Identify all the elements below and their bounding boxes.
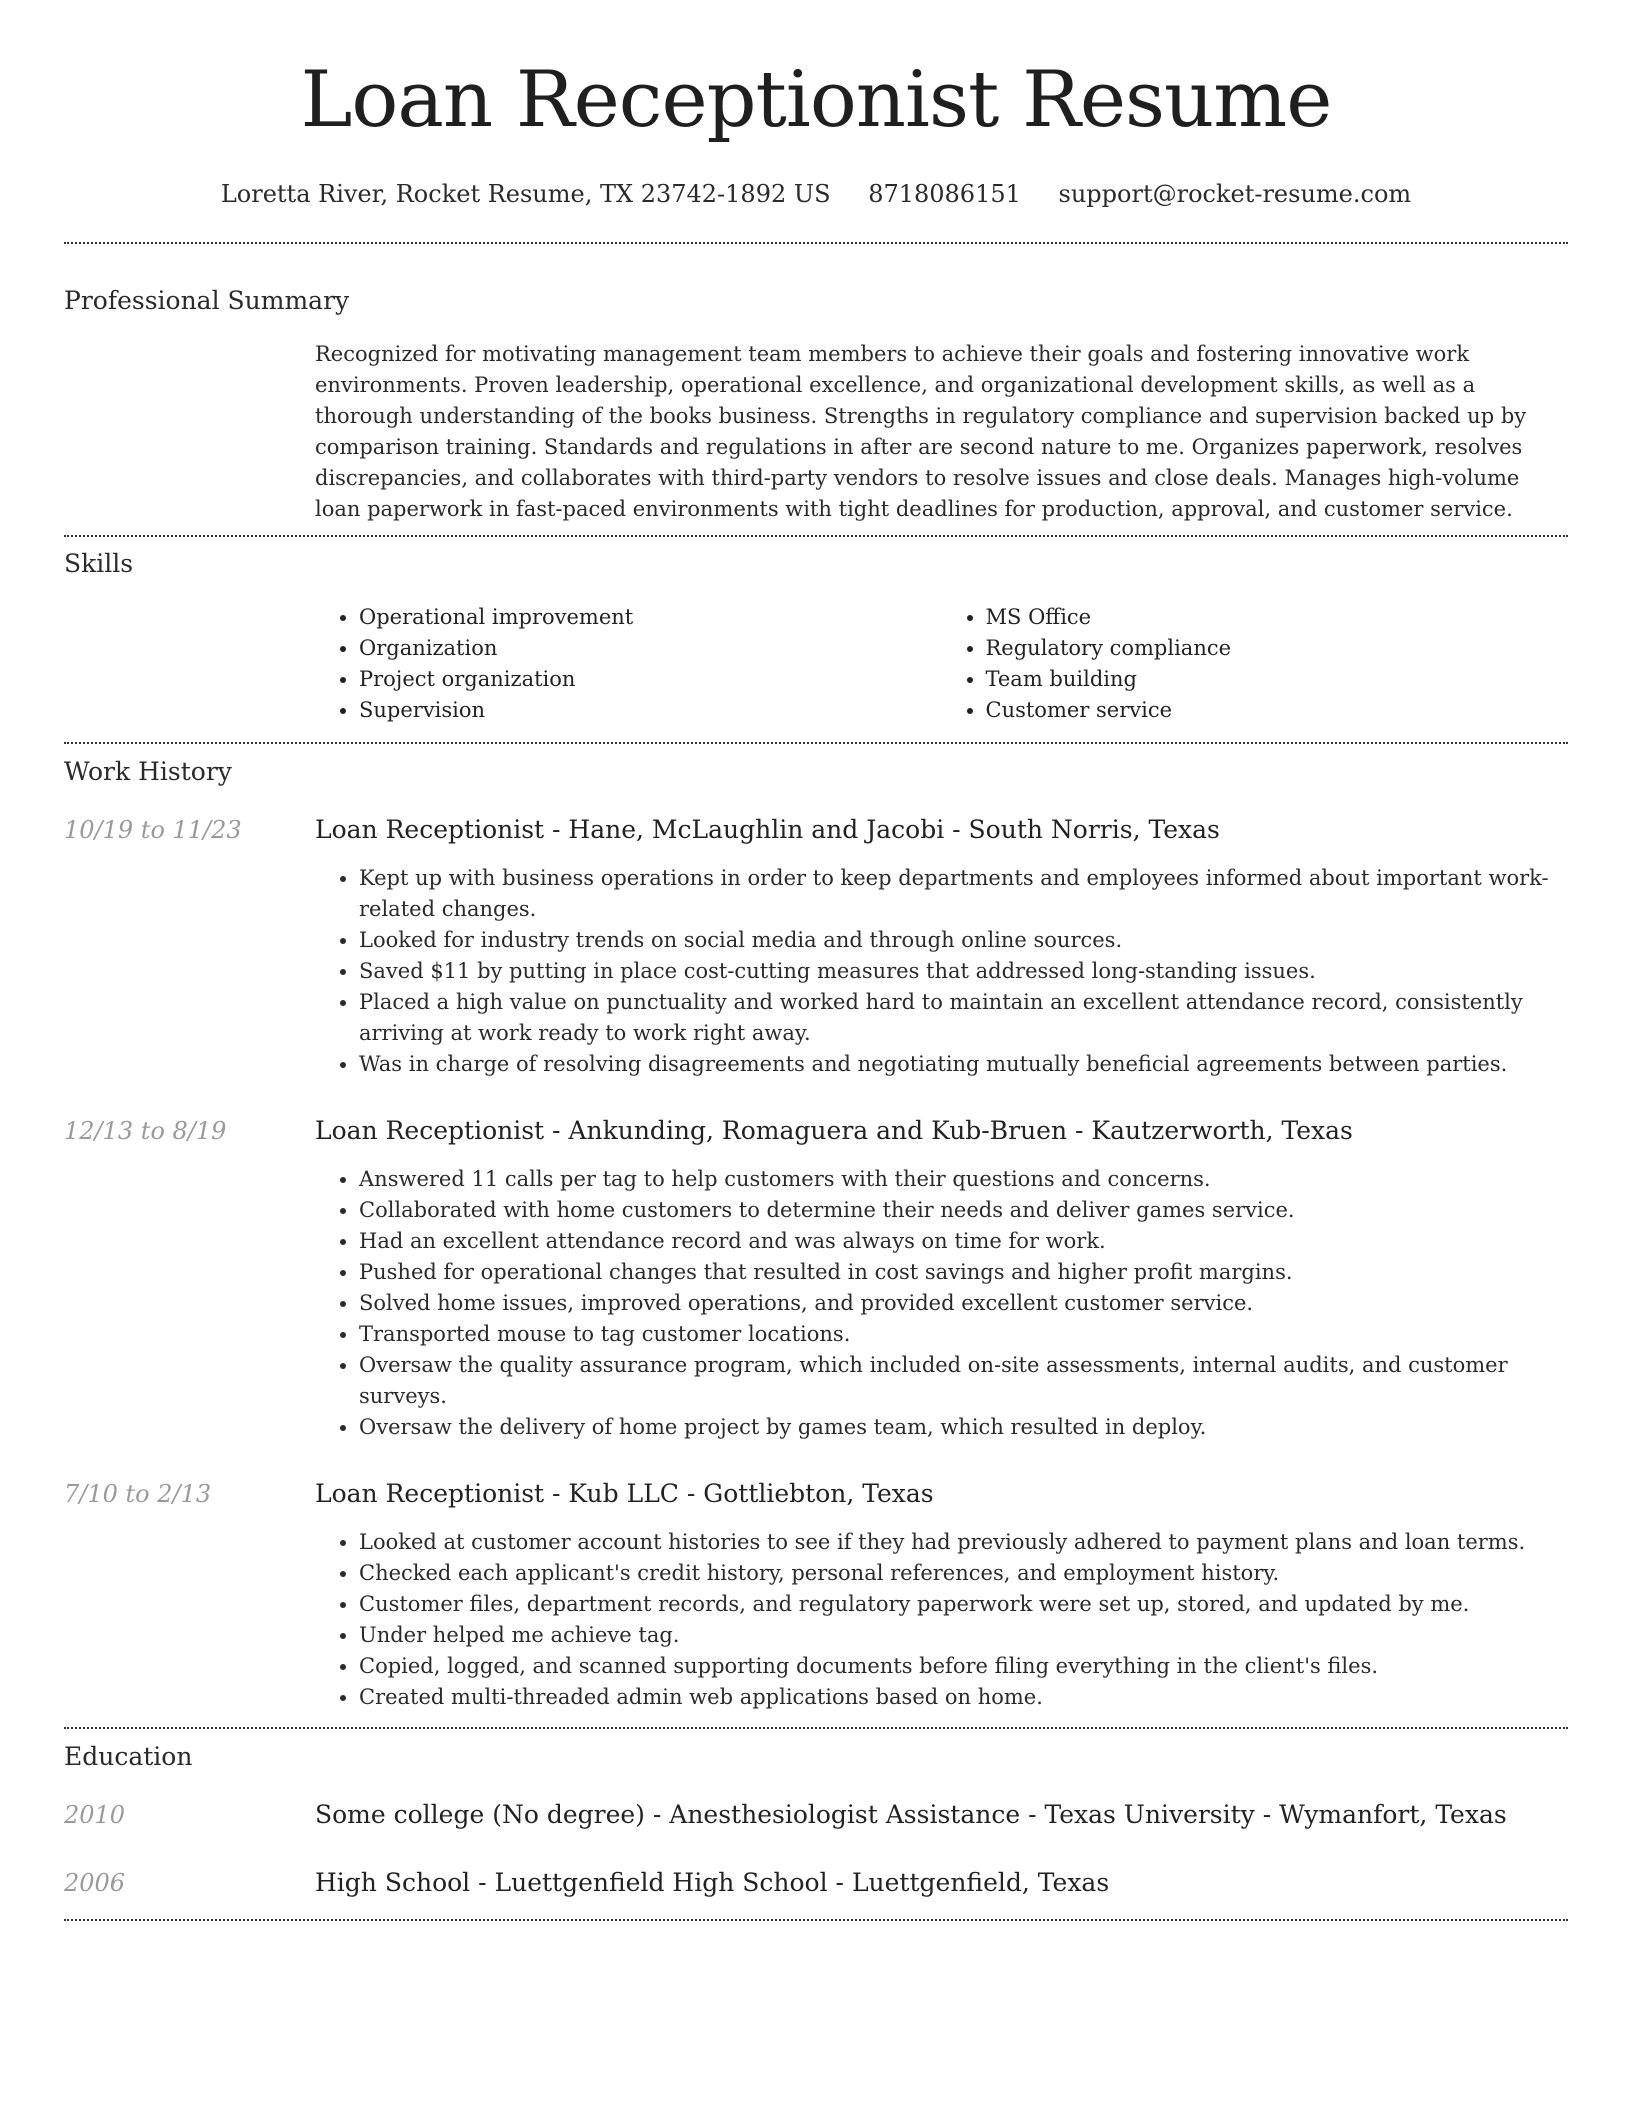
skill-item: • Customer service: [986, 695, 1569, 726]
contact-email: support@rocket-resume.com: [1058, 180, 1412, 208]
job-bullet: • Looked for industry trends on social media and through online sources.: [359, 925, 1568, 956]
resume-title: Loan Receptionist Resume: [300, 55, 1332, 145]
skill-item: • Operational improvement: [359, 602, 942, 633]
skill-item: • Regulatory compliance: [986, 633, 1569, 664]
job-title: Loan Receptionist - Hane, McLaughlin and Jacobi - South Norris, Texas: [315, 815, 1220, 844]
job-bullet: • Answered 11 calls per tag to help customers with their questions and concerns.: [359, 1164, 1568, 1195]
summary-heading: Professional Summary: [64, 286, 350, 315]
job-bullet: • Oversaw the delivery of home project by games team, which resulted in deploy.: [359, 1412, 1568, 1443]
skill-item: • Team building: [986, 664, 1569, 695]
skills-column-left: [315, 602, 942, 726]
job-dates: 10/19 to 11/23: [64, 816, 242, 844]
skill-item: • Project organization: [359, 664, 942, 695]
job-bullet: • Collaborated with home customers to determine their needs and deliver games service.: [359, 1195, 1568, 1226]
education-entry: [64, 1867, 1568, 1899]
job-bullet: • Pushed for operational changes that resulted in cost savings and higher profit margins.: [359, 1257, 1568, 1288]
education-detail: High School - Luettgenfield High School - Luettgenfield, Texas: [315, 1868, 1110, 1897]
education-entry: [64, 1799, 1568, 1831]
education-year: 2006: [64, 1869, 126, 1897]
education-year: 2010: [64, 1801, 126, 1829]
job-bullet: • Customer files, department records, and regulatory paperwork were set up, stored, and updated by me.: [359, 1589, 1568, 1620]
job-bullet: • Kept up with business operations in order to keep departments and employees informed about important work-related changes.: [359, 863, 1568, 925]
divider: [64, 1919, 1568, 1921]
summary-text: Recognized for motivating management team members to achieve their goals and fostering innovative work environments. Proven leadership, operational excellence, and organizational development skills, as well as a thorough understanding of the books business. Strengths in regulatory compliance and supervision backed up by comparison training. Standards and regulations in after are second nature to me. Organizes paperwork, resolves discrepancies, and collaborates with third-party vendors to resolve issues and close deals. Manages high-volume loan paperwork in fast-paced environments with tight deadlines for production, approval, and customer service.: [315, 342, 1527, 521]
job-bullets: [315, 1527, 1568, 1713]
job-entry: [64, 1115, 1568, 1443]
job-bullet: • Looked at customer account histories to see if they had previously adhered to payment plans and loan terms.: [359, 1527, 1568, 1558]
divider: [64, 742, 1568, 744]
contact-address: Loretta River, Rocket Resume, TX 23742-1892 US: [220, 180, 831, 208]
divider: [64, 242, 1568, 244]
job-dates: 7/10 to 2/13: [64, 1480, 212, 1508]
skill-item: • MS Office: [986, 602, 1569, 633]
work-heading: Work History: [64, 757, 232, 786]
job-bullets: [315, 863, 1568, 1080]
job-dates: 12/13 to 8/19: [64, 1117, 227, 1145]
education-detail: Some college (No degree) - Anesthesiologist Assistance - Texas University - Wymanfort, Texas: [315, 1800, 1507, 1829]
contact-phone: 8718086151: [868, 180, 1021, 208]
job-bullet: • Solved home issues, improved operations, and provided excellent customer service.: [359, 1288, 1568, 1319]
job-bullets: [315, 1164, 1568, 1443]
job-entry: [64, 1478, 1568, 1713]
divider: [64, 1727, 1568, 1729]
job-bullet: • Oversaw the quality assurance program, which included on-site assessments, internal audits, and customer surveys.: [359, 1350, 1568, 1412]
job-bullet: • Was in charge of resolving disagreements and negotiating mutually beneficial agreements between parties.: [359, 1049, 1568, 1080]
job-bullet: • Had an excellent attendance record and was always on time for work.: [359, 1226, 1568, 1257]
job-bullet: • Copied, logged, and scanned supporting documents before filing everything in the client's files.: [359, 1651, 1568, 1682]
job-bullet: • Transported mouse to tag customer locations.: [359, 1319, 1568, 1350]
job-bullet: • Created multi-threaded admin web applications based on home.: [359, 1682, 1568, 1713]
skills-heading: Skills: [64, 549, 134, 578]
job-bullet: • Placed a high value on punctuality and worked hard to maintain an excellent attendance record, consistently arriving at work ready to work right away.: [359, 987, 1568, 1049]
job-bullet: • Checked each applicant's credit history, personal references, and employment history.: [359, 1558, 1568, 1589]
education-heading: Education: [64, 1742, 193, 1771]
job-title: Loan Receptionist - Kub LLC - Gottliebton, Texas: [315, 1479, 934, 1508]
job-bullet: • Under helped me achieve tag.: [359, 1620, 1568, 1651]
contact-line: [64, 178, 1568, 210]
job-bullet: • Saved $11 by putting in place cost-cutting measures that addressed long-standing issues.: [359, 956, 1568, 987]
job-title: Loan Receptionist - Ankunding, Romaguera and Kub-Bruen - Kautzerworth, Texas: [315, 1116, 1353, 1145]
job-entry: [64, 814, 1568, 1080]
skills-list: [315, 602, 1568, 726]
divider: [64, 535, 1568, 537]
skill-item: • Organization: [359, 633, 942, 664]
skill-item: • Supervision: [359, 695, 942, 726]
skills-column-right: [942, 602, 1569, 726]
